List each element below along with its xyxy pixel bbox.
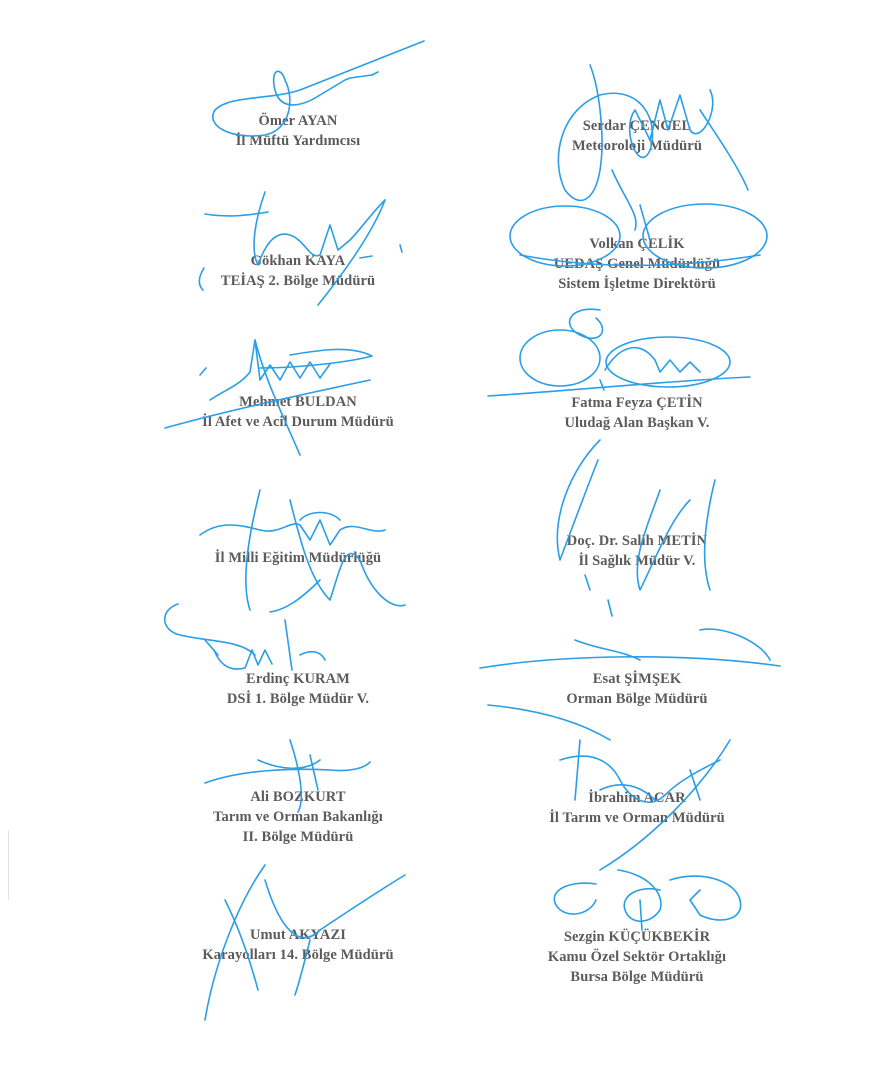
signatory-gokhan-kaya	[118, 251, 478, 291]
signatory-title: İl Milli Eğitim Müdürlüğü	[214, 550, 382, 566]
signature-fatma-feyza-cetin	[488, 309, 750, 396]
signatory-title: DSİ 1. Bölge Müdür V.	[226, 691, 370, 707]
signatory-name: Volkan ÇELİK	[589, 236, 685, 252]
signatory-name: Erdinç KURAM	[246, 671, 350, 687]
signatory-name: Sezgin KÜÇÜKBEKİR	[563, 929, 711, 945]
signatory-name: Ömer AYAN	[258, 113, 338, 129]
signatory-title: UEDAŞ Genel Müdürlüğü	[553, 256, 721, 272]
signatory-serdar-cengel	[457, 116, 817, 156]
signatory-il-milli-egitim	[118, 548, 478, 568]
signatory-ali-bozkurt	[118, 787, 478, 847]
signatory-title: İl Sağlık Müdür V.	[578, 553, 696, 569]
signature-erdinc-kuram	[165, 604, 325, 670]
signatory-fatma-feyza-cetin	[457, 393, 817, 433]
signatory-name: Umut AKYAZI	[249, 927, 347, 943]
signatory-title: İl Afet ve Acil Durum Müdürü	[202, 414, 394, 430]
signature-sezgin-kucukbekir	[554, 870, 740, 930]
signatory-name: Ali BOZKURT	[250, 789, 346, 805]
signatory-esat-simsek	[457, 669, 817, 709]
signatory-title: TEİAŞ 2. Bölge Müdürü	[220, 273, 376, 289]
signatory-title: Uludağ Alan Başkan V.	[564, 415, 710, 431]
signatory-name: Fatma Feyza ÇETİN	[571, 395, 703, 411]
signatory-volkan-celik	[457, 234, 817, 294]
signatory-salih-metin	[457, 531, 817, 571]
signatory-title: Sistem İşletme Direktörü	[558, 276, 716, 292]
signatory-name: Serdar ÇENGEL	[582, 118, 692, 134]
signatory-omer-ayan	[118, 111, 478, 151]
margin-rule	[8, 830, 9, 900]
signatory-erdinc-kuram	[118, 669, 478, 709]
signatory-title: Kamu Özel Sektör Ortaklığı	[547, 949, 727, 965]
signatory-name: İbrahim ACAR	[588, 790, 686, 806]
signatory-title: Bursa Bölge Müdürü	[570, 969, 704, 985]
signatory-ibrahim-acar	[457, 788, 817, 828]
signatory-umut-akyazi	[118, 925, 478, 965]
signatory-title: İl Müftü Yardımcısı	[235, 133, 361, 149]
signatory-name: Doç. Dr. Salih METİN	[566, 533, 708, 549]
signatory-title: İl Tarım ve Orman Müdürü	[549, 810, 725, 826]
signatory-title: Orman Bölge Müdürü	[566, 691, 708, 707]
signatory-name: Gökhan KAYA	[250, 253, 346, 269]
signatory-title: II. Bölge Müdürü	[242, 829, 354, 845]
signatory-name: Mehmet BULDAN	[239, 394, 357, 410]
signatory-sezgin-kucukbekir	[457, 927, 817, 987]
signatory-title: Meteoroloji Müdürü	[572, 138, 702, 154]
signatory-title: Tarım ve Orman Bakanlığı	[213, 809, 383, 825]
signatory-mehmet-buldan	[118, 392, 478, 432]
signatory-name: Esat ŞİMŞEK	[592, 671, 682, 687]
signatory-title: Karayolları 14. Bölge Müdürü	[202, 947, 394, 963]
signature-salih-metin	[557, 440, 715, 616]
